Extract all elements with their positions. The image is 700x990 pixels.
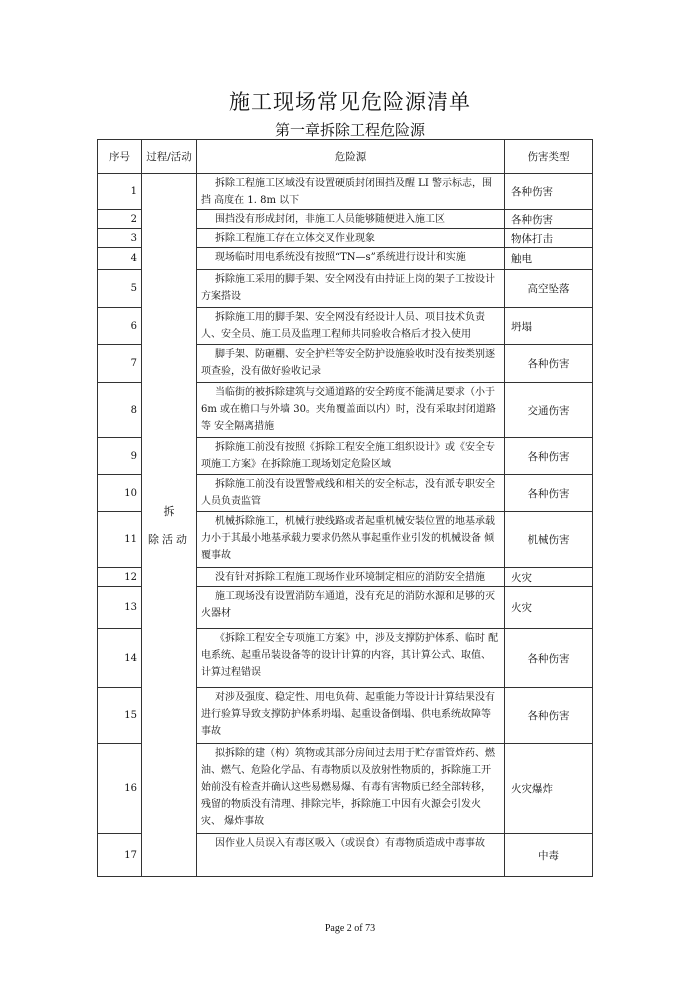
row-num: 10: [98, 475, 142, 512]
harm-cell: 高空坠落: [505, 270, 593, 308]
row-num: 4: [98, 248, 142, 270]
row-num: 9: [98, 438, 142, 475]
activity-cell: [142, 174, 197, 877]
page-footer: Page 2 of 73: [324, 923, 376, 934]
hazard-cell: 《拆除工程安全专项施工方案》中，涉及支撑防护体系、临时 配电系统、起重吊装设备等的设计计算的内容，其计算公式、取值、 计算过程错误: [197, 629, 505, 688]
row-num: 17: [98, 834, 142, 877]
activity-label-line1: 拆: [163, 505, 175, 518]
harm-cell: 各种伤害: [505, 475, 593, 512]
table-header-row: [98, 140, 593, 174]
hazard-cell: 围挡没有形成封闭，非施工人员能够随便进入施工区: [197, 210, 505, 229]
row-num: 13: [98, 587, 142, 629]
hazard-cell: 没有针对拆除工程施工现场作业环境制定相应的消防安全措施: [197, 568, 505, 587]
hazard-cell: 拆除工程施工存在立体交叉作业现象: [197, 229, 505, 248]
header-activity: 过程/活动: [142, 140, 197, 174]
header-num: 序号: [98, 140, 142, 174]
row-num: 5: [98, 270, 142, 308]
row-num: 14: [98, 629, 142, 688]
row-num: 15: [98, 688, 142, 744]
row-num: 1: [98, 174, 142, 210]
row-num: 3: [98, 229, 142, 248]
hazard-cell: 机械拆除施工，机械行驶线路或者起重机械安装位置的地基承载 力小于其最小地基承载力要求仍然从事起重作业引发的机械设备 倾覆事故: [197, 512, 505, 568]
harm-cell: 触电: [505, 248, 593, 270]
row-num: 12: [98, 568, 142, 587]
harm-cell: 物体打击: [505, 229, 593, 248]
harm-cell: 各种伤害: [505, 345, 593, 383]
harm-cell: 火灾: [505, 587, 593, 629]
harm-cell: 火灾: [505, 568, 593, 587]
hazard-cell: 对涉及强度、稳定性、用电负荷、起重能力等设计计算结果没有 进行验算导致支撑防护体系坍塌、起重设备倒塌、供电系统故障等 事故: [197, 688, 505, 744]
row-num: 6: [98, 308, 142, 345]
row-num: 16: [98, 744, 142, 834]
harm-cell: 火灾爆炸: [505, 744, 593, 834]
harm-cell: 各种伤害: [505, 438, 593, 475]
header-harm: 伤害类型: [505, 140, 593, 174]
hazard-cell: 拟拆除的建（构）筑物或其部分房间过去用于贮存雷管炸药、燃 油、燃气、危险化学品、有毒物质以及放射性物质的，拆除施工开 始前没有检查并确认这些易燃易爆、有毒有害物质已经全部转移， 残留的物质没有清理、排除完毕，拆除施工中因有火源会引发火灾、 爆炸事故: [197, 744, 505, 834]
hazard-cell: 拆除施工前没有按照《拆除工程安全施工组织设计》或《安全专 项施工方案》在拆除施工现场划定危险区域: [197, 438, 505, 475]
chapter-title: 第一章拆除工程危险源: [274, 121, 425, 139]
harm-cell: 坍塌: [505, 308, 593, 345]
row-num: 11: [98, 512, 142, 568]
harm-cell: 各种伤害: [505, 629, 593, 688]
document-title: 施工现场常见危险源清单: [229, 90, 471, 114]
harm-cell: 中毒: [505, 834, 593, 877]
harm-cell: 交通伤害: [505, 383, 593, 438]
harm-cell: 各种伤害: [505, 210, 593, 229]
hazard-cell: 因作业人员误入有毒区吸入（或误食）有毒物质造成中毒事故: [197, 834, 505, 877]
hazard-table: [97, 139, 593, 877]
harm-cell: 各种伤害: [505, 174, 593, 210]
harm-cell: 各种伤害: [505, 688, 593, 744]
hazard-cell: 拆除施工用的脚手架、安全网没有经设计人员、项目技术负责人、安全员、施工员及监理工程师共同验收合格后才投入使用: [197, 308, 505, 345]
hazard-cell: 现场临时用电系统没有按照“TN—s”系统进行设计和实施: [197, 248, 505, 270]
table-row: [98, 174, 593, 210]
hazard-cell: 拆除施工采用的脚手架、安全网没有由持证上岗的架子工按设计 方案搭设: [197, 270, 505, 308]
hazard-cell: 当临街的被拆除建筑与交通道路的安全跨度不能满足要求（小于 6m 或在檐口与外墙 30。夹角覆盖面以内）时，没有采取封闭道路等 安全隔离措施: [197, 383, 505, 438]
header-hazard: 危险源: [197, 140, 505, 174]
hazard-cell: 施工现场没有设置消防车通道，没有充足的消防水源和足够的灭 火器材: [197, 587, 505, 629]
row-num: 8: [98, 383, 142, 438]
hazard-cell: 拆除施工前没有设置警戒线和相关的安全标志，没有派专职安全 人员负责监管: [197, 475, 505, 512]
harm-cell: 机械伤害: [505, 512, 593, 568]
hazard-cell: 拆除工程施工区域没有设置硬质封闭围挡及醒 LI 警示标志，围挡 高度在 1. 8m 以下: [197, 174, 505, 210]
row-num: 2: [98, 210, 142, 229]
hazard-cell: 脚手架、防砸棚、安全护栏等安全防护设施验收时没有按类别逐 项查验，没有做好验收记录: [197, 345, 505, 383]
activity-label-line2: 除活动: [148, 533, 190, 546]
row-num: 7: [98, 345, 142, 383]
